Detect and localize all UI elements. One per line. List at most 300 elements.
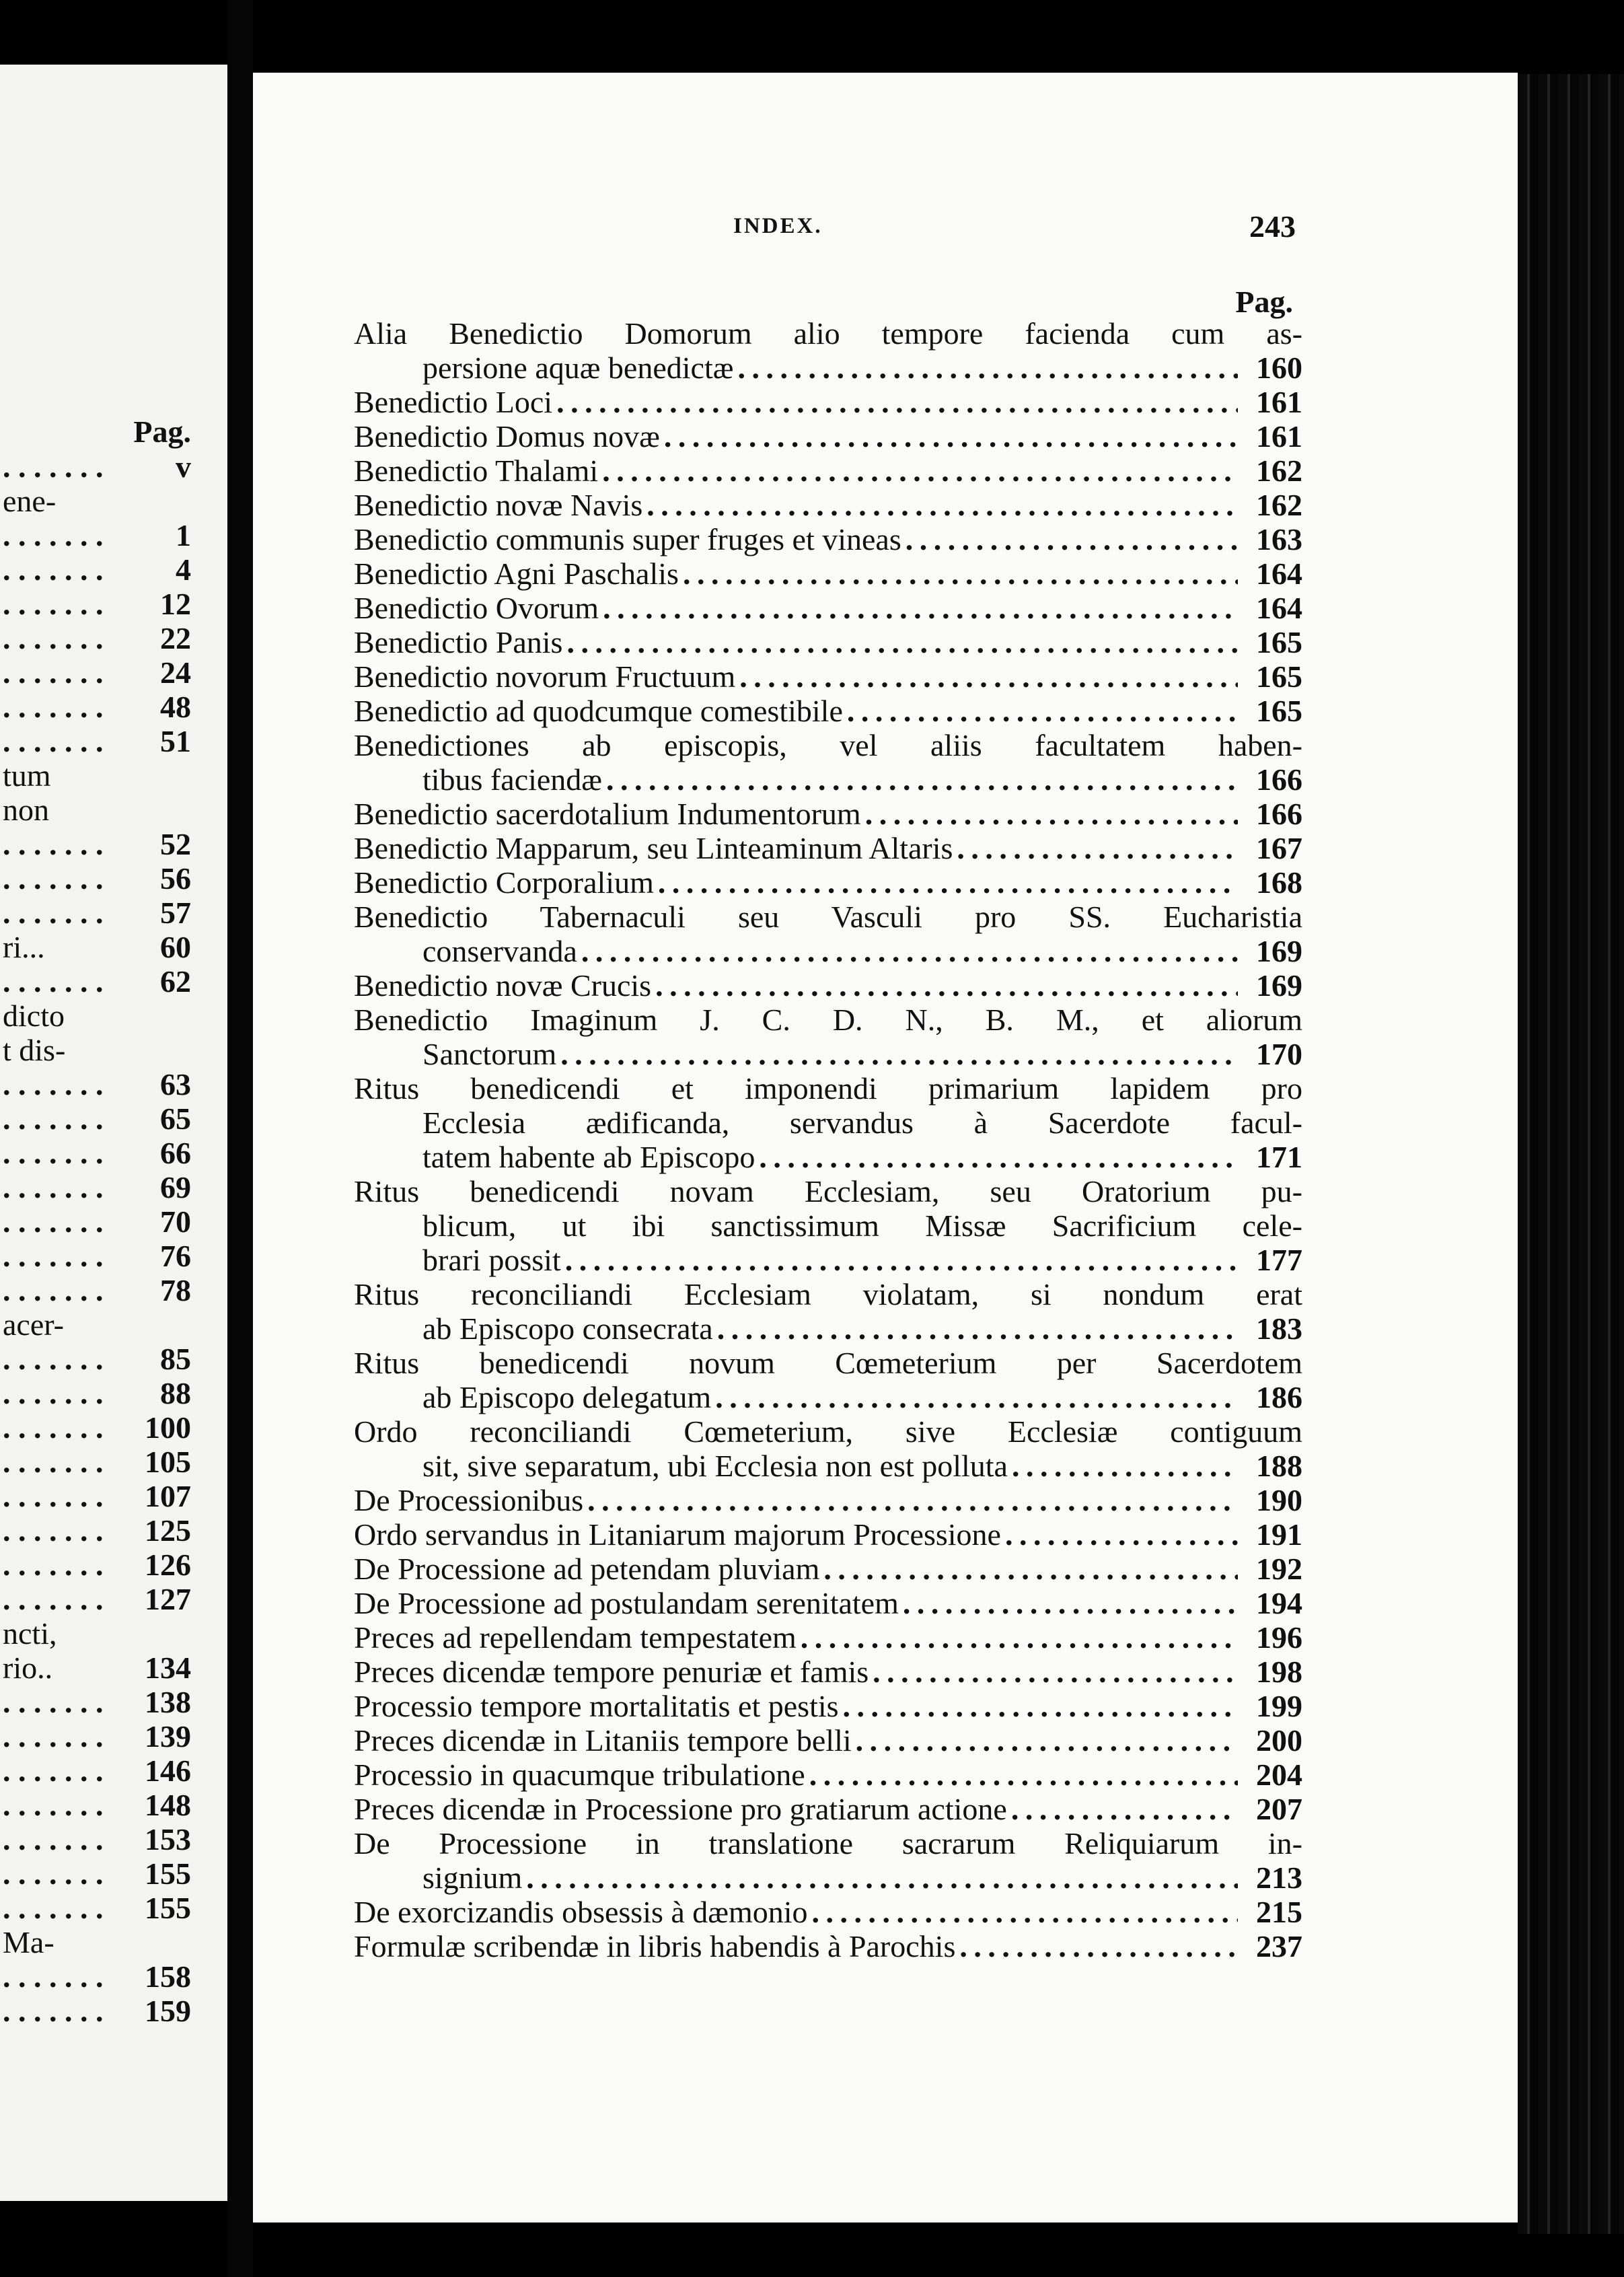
index-entry	[354, 831, 1302, 865]
index-entry-page: 171	[1256, 1140, 1302, 1174]
left-index-page	[110, 484, 227, 518]
left-index-page: 107	[145, 1479, 191, 1513]
index-entry-line	[354, 728, 1302, 762]
left-index-page: 48	[160, 690, 191, 724]
index-entry-line	[354, 1655, 1302, 1689]
index-entry-text: tibus faciendæ	[422, 762, 602, 797]
index-entry-page: 165	[1256, 625, 1302, 659]
index-entry-page: 200	[1256, 1723, 1302, 1758]
index-entry-line	[354, 1929, 1302, 1963]
left-index-page: 12	[160, 587, 191, 621]
index-entry	[354, 1586, 1302, 1620]
index-entry-text: Benedictio Ovorum	[354, 591, 599, 625]
left-index-text: rio..	[3, 1651, 53, 1685]
index-entry-page: 166	[1256, 797, 1302, 831]
index-entry-line	[354, 1552, 1302, 1586]
left-index-page: 69	[160, 1170, 191, 1204]
left-index-page	[110, 1925, 227, 1959]
left-index-page: 88	[160, 1376, 191, 1410]
index-entry-text: De Processionibus	[354, 1483, 584, 1517]
left-index-text	[0, 1170, 110, 1204]
index-entry	[354, 556, 1302, 591]
index-entry-text: signium	[422, 1860, 523, 1895]
left-index-page: 76	[160, 1239, 191, 1273]
index-entry-text: Benedictio Imaginum J. C. D. N., B. M., et aliorum	[354, 1003, 1302, 1037]
left-index-page: 78	[160, 1273, 191, 1307]
left-index-row	[0, 1616, 227, 1651]
index-entry-line	[354, 900, 1302, 934]
left-index-text	[0, 896, 110, 930]
dot-leader	[873, 1655, 1238, 1689]
index-entry-line	[354, 1449, 1302, 1483]
index-entry-text: Ecclesia ædificanda, servandus à Sacerdote facul-	[422, 1106, 1302, 1140]
index-entry-line	[354, 522, 1302, 556]
index-entry-text: Benedictio communis super fruges et vineas	[354, 522, 901, 556]
left-index-text	[0, 1410, 110, 1445]
left-index-row	[0, 1067, 227, 1101]
left-index-text: acer-	[3, 1307, 64, 1342]
index-entry-page: 160	[1256, 351, 1302, 385]
index-entry-line	[354, 1037, 1302, 1071]
index-entry	[354, 1895, 1302, 1929]
left-index-row	[0, 964, 227, 999]
left-index-row	[0, 1856, 227, 1891]
index-entry-page: 177	[1256, 1243, 1302, 1277]
dot-leader	[843, 1689, 1238, 1723]
index-entry	[354, 1826, 1302, 1895]
index-entry-page: 164	[1256, 556, 1302, 591]
left-index-row	[0, 1479, 227, 1513]
index-entry-text: brari possit	[422, 1243, 561, 1277]
left-index-page: 138	[145, 1685, 191, 1719]
index-entry-page: 161	[1256, 419, 1302, 454]
left-index-row	[0, 1307, 227, 1342]
left-index-page: 63	[160, 1067, 191, 1101]
index-list	[354, 316, 1302, 1963]
left-index-page: 148	[145, 1788, 191, 1822]
index-entry-page: 199	[1256, 1689, 1302, 1723]
index-entry-text: conservanda	[422, 934, 577, 968]
left-index-row	[0, 861, 227, 896]
left-index-text	[0, 1101, 110, 1136]
index-entry-text: Ritus reconciliandi Ecclesiam violatam, si nondum erat	[354, 1277, 1302, 1311]
index-entry-text: Preces dicendæ in Litaniis tempore belli	[354, 1723, 852, 1758]
running-head: INDEX.	[733, 214, 823, 238]
dot-leader	[647, 488, 1238, 522]
index-entry	[354, 1517, 1302, 1552]
index-entry-text: Benedictiones ab episcopis, vel aliis facultatem haben-	[354, 728, 1302, 762]
index-entry	[354, 900, 1302, 968]
left-index-page: 51	[160, 724, 191, 758]
index-entry-page: 183	[1256, 1311, 1302, 1346]
dot-leader	[823, 1552, 1238, 1586]
index-entry-page: 165	[1256, 694, 1302, 728]
index-entry-text: persione aquæ benedictæ	[422, 351, 734, 385]
left-index-text	[0, 1204, 110, 1239]
index-entry-page: 168	[1256, 865, 1302, 900]
dot-leader	[865, 797, 1238, 831]
index-entry	[354, 865, 1302, 900]
page-number: 243	[1249, 209, 1296, 244]
index-entry-text: blicum, ut ibi sanctissimum Missæ Sacrificium cele-	[422, 1208, 1302, 1243]
left-index-page	[110, 1307, 227, 1342]
index-entry-text: Benedictio Panis	[354, 625, 563, 659]
index-entry-page: 190	[1256, 1483, 1302, 1517]
left-index-row	[0, 930, 227, 964]
left-index-page: 85	[160, 1342, 191, 1376]
left-index-row	[0, 1513, 227, 1548]
index-entry-line	[354, 659, 1302, 694]
left-index-row	[0, 724, 227, 758]
left-index-row	[0, 758, 227, 793]
left-index-text	[0, 621, 110, 655]
dot-leader	[683, 556, 1238, 591]
index-entry	[354, 1003, 1302, 1071]
index-entry-line	[354, 1689, 1302, 1723]
index-entry	[354, 591, 1302, 625]
left-index-text: non	[3, 793, 49, 827]
dot-leader	[812, 1895, 1238, 1929]
left-index-page: 4	[176, 552, 191, 587]
left-index-text: ene-	[3, 484, 57, 518]
dot-leader	[664, 419, 1238, 454]
dot-leader	[526, 1860, 1238, 1895]
left-index-page: 105	[145, 1445, 191, 1479]
left-index-text	[0, 655, 110, 690]
left-index-page: v	[176, 449, 191, 484]
index-entry-line	[354, 454, 1302, 488]
index-entry	[354, 522, 1302, 556]
book-edge	[1518, 74, 1624, 2234]
index-entry-line	[354, 385, 1302, 419]
dot-leader	[737, 351, 1238, 385]
dot-leader	[739, 659, 1238, 694]
left-index-text: dicto	[3, 999, 65, 1033]
left-index-row	[0, 587, 227, 621]
index-entry-line	[354, 1380, 1302, 1414]
left-index-page: 155	[145, 1891, 191, 1925]
left-index-text	[0, 827, 110, 861]
left-index-text: ncti,	[3, 1616, 57, 1651]
left-index-text	[0, 587, 110, 621]
index-entry-page: 237	[1256, 1929, 1302, 1963]
dot-leader	[560, 1037, 1238, 1071]
index-entry-text: Preces ad repellendam tempestatem	[354, 1620, 797, 1655]
left-index-text	[0, 1685, 110, 1719]
index-entry-text: Formulæ scribendæ in libris habendis à Parochis	[354, 1929, 956, 1963]
index-entry-line	[354, 1106, 1302, 1140]
index-entry-line	[354, 1826, 1302, 1860]
left-index-page: 125	[145, 1513, 191, 1548]
index-entry	[354, 385, 1302, 419]
index-entry-line	[354, 556, 1302, 591]
index-entry-text: Ordo servandus in Litaniarum majorum Processione	[354, 1517, 1001, 1552]
left-index-text	[0, 449, 110, 484]
left-index-text	[0, 1754, 110, 1788]
left-index-page: 24	[160, 655, 191, 690]
index-entry-text: Sanctorum	[422, 1037, 557, 1071]
left-index-page: 134	[145, 1651, 191, 1685]
left-index-text	[0, 1273, 110, 1307]
left-index-row	[0, 1891, 227, 1925]
index-entry	[354, 1174, 1302, 1277]
index-entry-text: Ritus benedicendi novam Ecclesiam, seu Oratorium pu-	[354, 1174, 1302, 1208]
index-entry-line	[354, 968, 1302, 1003]
left-index-page: 100	[145, 1410, 191, 1445]
index-entry-line	[354, 591, 1302, 625]
left-index-row	[0, 1548, 227, 1582]
left-index-text	[0, 1891, 110, 1925]
index-entry-line	[354, 1003, 1302, 1037]
index-entry-page: 161	[1256, 385, 1302, 419]
left-index-row	[0, 1342, 227, 1376]
index-entry-line	[354, 1208, 1302, 1243]
index-entry-text: Benedictio Corporalium	[354, 865, 654, 900]
dot-leader	[581, 934, 1238, 968]
index-entry-text: Benedictio Thalami	[354, 454, 599, 488]
left-index-row	[0, 1788, 227, 1822]
dot-leader	[565, 1243, 1238, 1277]
dot-leader	[603, 591, 1238, 625]
left-index-page: 159	[145, 1994, 191, 2028]
left-index-row	[0, 1033, 227, 1067]
index-entry	[354, 797, 1302, 831]
left-index-row	[0, 1204, 227, 1239]
index-entry-page: 167	[1256, 831, 1302, 865]
left-index-row	[0, 1376, 227, 1410]
left-index-row	[0, 1925, 227, 1959]
index-entry-line	[354, 797, 1302, 831]
index-entry-page: 194	[1256, 1586, 1302, 1620]
dot-leader	[587, 1483, 1238, 1517]
index-entry-text: Benedictio sacerdotalium Indumentorum	[354, 797, 861, 831]
index-entry-page: 188	[1256, 1449, 1302, 1483]
index-entry-line	[354, 1140, 1302, 1174]
left-index-page	[110, 1616, 227, 1651]
dot-leader	[566, 625, 1238, 659]
dot-leader	[658, 865, 1238, 900]
dot-leader	[959, 1929, 1238, 1963]
left-index-row	[0, 449, 227, 484]
index-entry-line	[354, 1071, 1302, 1106]
left-index-page: 127	[145, 1582, 191, 1616]
left-index-text	[0, 1239, 110, 1273]
left-index-text	[0, 552, 110, 587]
left-index-row	[0, 1582, 227, 1616]
index-entry-line	[354, 934, 1302, 968]
left-index-text	[0, 690, 110, 724]
index-entry-line	[354, 1792, 1302, 1826]
index-entry	[354, 1620, 1302, 1655]
index-entry-text: De exorcizandis obsessis à dæmonio	[354, 1895, 808, 1929]
left-index-text	[0, 1822, 110, 1856]
index-entry-page: 215	[1256, 1895, 1302, 1929]
index-entry-page: 169	[1256, 934, 1302, 968]
index-entry-text: Preces dicendæ tempore penuriæ et famis	[354, 1655, 869, 1689]
index-entry-text: tatem habente ab Episcopo	[422, 1140, 755, 1174]
index-entry-text: De Processione ad petendam pluviam	[354, 1552, 820, 1586]
left-index-page: 56	[160, 861, 191, 896]
left-index-row	[0, 1959, 227, 1994]
dot-leader	[906, 522, 1238, 556]
index-entry-text: Ordo reconciliandi Cœmeterium, sive Ecclesiæ contiguum	[354, 1414, 1302, 1449]
left-index-page: 139	[145, 1719, 191, 1754]
left-index-page: 126	[145, 1548, 191, 1582]
left-index-text	[0, 1376, 110, 1410]
left-index-row	[0, 1685, 227, 1719]
index-entry	[354, 1483, 1302, 1517]
index-entry-text: Benedictio Tabernaculi seu Vasculi pro SS. Eucharistia	[354, 900, 1302, 934]
index-entry-text: Ritus benedicendi et imponendi primarium lapidem pro	[354, 1071, 1302, 1106]
index-entry	[354, 1723, 1302, 1758]
left-index-row	[0, 1136, 227, 1170]
index-entry-line	[354, 1414, 1302, 1449]
index-entry-line	[354, 419, 1302, 454]
index-entry-line	[354, 762, 1302, 797]
left-index-page: 66	[160, 1136, 191, 1170]
dot-leader	[957, 831, 1238, 865]
index-entry-page: 170	[1256, 1037, 1302, 1071]
left-index-text: ri...	[3, 930, 45, 964]
index-entry-page: 164	[1256, 591, 1302, 625]
left-index-row	[0, 518, 227, 552]
left-index-text	[0, 518, 110, 552]
left-index-page: 155	[145, 1856, 191, 1891]
index-entry-page: 204	[1256, 1758, 1302, 1792]
index-entry-line	[354, 1586, 1302, 1620]
dot-leader	[809, 1758, 1238, 1792]
dot-leader	[556, 385, 1238, 419]
index-entry-text: Ritus benedicendi novum Cœmeterium per Sacerdotem	[354, 1346, 1302, 1380]
left-index-page: 65	[160, 1101, 191, 1136]
index-entry-text: Benedictio Loci	[354, 385, 553, 419]
left-index-row	[0, 1239, 227, 1273]
left-index-row	[0, 484, 227, 518]
left-index-text	[0, 861, 110, 896]
index-entry-page: 186	[1256, 1380, 1302, 1414]
index-entry	[354, 1758, 1302, 1792]
index-entry	[354, 454, 1302, 488]
dot-leader	[1012, 1449, 1238, 1483]
index-entry-page: 213	[1256, 1860, 1302, 1895]
index-entry-page: 192	[1256, 1552, 1302, 1586]
dot-leader	[715, 1380, 1238, 1414]
left-index-row	[0, 655, 227, 690]
left-index-page: 22	[160, 621, 191, 655]
index-entry-line	[354, 351, 1302, 385]
left-index-row	[0, 1101, 227, 1136]
dot-leader	[655, 968, 1238, 1003]
left-index-text: t dis-	[3, 1033, 66, 1067]
left-index-text	[0, 1994, 110, 2028]
left-index-text	[0, 1856, 110, 1891]
index-entry-text: De Processione ad postulandam serenitatem	[354, 1586, 899, 1620]
left-index-page: 62	[160, 964, 191, 999]
index-entry	[354, 625, 1302, 659]
index-entry	[354, 694, 1302, 728]
index-entry	[354, 1552, 1302, 1586]
index-entry-line	[354, 1277, 1302, 1311]
index-entry-page: 166	[1256, 762, 1302, 797]
index-entry-text: Processio in quacumque tribulatione	[354, 1758, 805, 1792]
left-index-page: 70	[160, 1204, 191, 1239]
left-index-page	[110, 999, 227, 1033]
index-entry	[354, 659, 1302, 694]
index-entry-text: De Processione in translatione sacrarum Reliquiarum in-	[354, 1826, 1302, 1860]
left-index-text: tum	[3, 758, 51, 793]
left-page	[0, 65, 229, 2201]
left-index-text	[0, 1136, 110, 1170]
index-entry-page: 169	[1256, 968, 1302, 1003]
index-entry	[354, 968, 1302, 1003]
left-index-page: 153	[145, 1822, 191, 1856]
index-entry-text: Benedictio ad quodcumque comestibile	[354, 694, 843, 728]
dot-leader	[1005, 1517, 1238, 1552]
dot-leader	[801, 1620, 1238, 1655]
left-index-row	[0, 1754, 227, 1788]
index-entry-line	[354, 1895, 1302, 1929]
index-entry-line	[354, 1483, 1302, 1517]
left-index-text	[0, 1067, 110, 1101]
left-index-page: 1	[176, 518, 191, 552]
index-entry	[354, 1689, 1302, 1723]
index-entry-line	[354, 488, 1302, 522]
index-entry-line	[354, 865, 1302, 900]
left-index-text	[0, 1582, 110, 1616]
left-index-page	[110, 793, 227, 827]
index-entry-text: Benedictio Agni Paschalis	[354, 556, 679, 591]
index-entry	[354, 1792, 1302, 1826]
left-index-page: 52	[160, 827, 191, 861]
left-index-text	[0, 1479, 110, 1513]
left-column-header: Pag.	[133, 414, 191, 449]
index-entry-line	[354, 1517, 1302, 1552]
column-header: Pag.	[1235, 285, 1293, 319]
index-entry-text: Benedictio Mapparum, seu Linteaminum Altaris	[354, 831, 953, 865]
index-entry	[354, 1071, 1302, 1174]
dot-leader	[759, 1140, 1238, 1174]
left-index-row	[0, 1410, 227, 1445]
index-entry	[354, 419, 1302, 454]
index-entry-text: Benedictio Domus novæ	[354, 419, 660, 454]
left-index-row	[0, 1994, 227, 2028]
left-index-page: 57	[160, 896, 191, 930]
left-index-page	[110, 1033, 227, 1067]
left-index-text	[0, 1959, 110, 1994]
dot-leader	[1011, 1792, 1238, 1826]
left-index-row	[0, 690, 227, 724]
index-entry	[354, 488, 1302, 522]
left-index-text: Ma-	[3, 1925, 54, 1959]
index-entry	[354, 1346, 1302, 1414]
index-entry	[354, 728, 1302, 797]
left-index-row	[0, 621, 227, 655]
index-entry-text: Alia Benedictio Domorum alio tempore facienda cum as-	[354, 316, 1302, 351]
index-entry-line	[354, 1243, 1302, 1277]
left-index-text	[0, 964, 110, 999]
left-index-row	[0, 552, 227, 587]
book-gutter	[227, 0, 253, 2277]
index-entry	[354, 1655, 1302, 1689]
index-entry-line	[354, 1174, 1302, 1208]
dot-leader	[717, 1311, 1238, 1346]
left-index-row	[0, 1822, 227, 1856]
left-index-text	[0, 1548, 110, 1582]
index-entry-text: Processio tempore mortalitatis et pestis	[354, 1689, 839, 1723]
index-entry-page: 162	[1256, 454, 1302, 488]
dot-leader	[856, 1723, 1238, 1758]
dot-leader	[606, 762, 1238, 797]
